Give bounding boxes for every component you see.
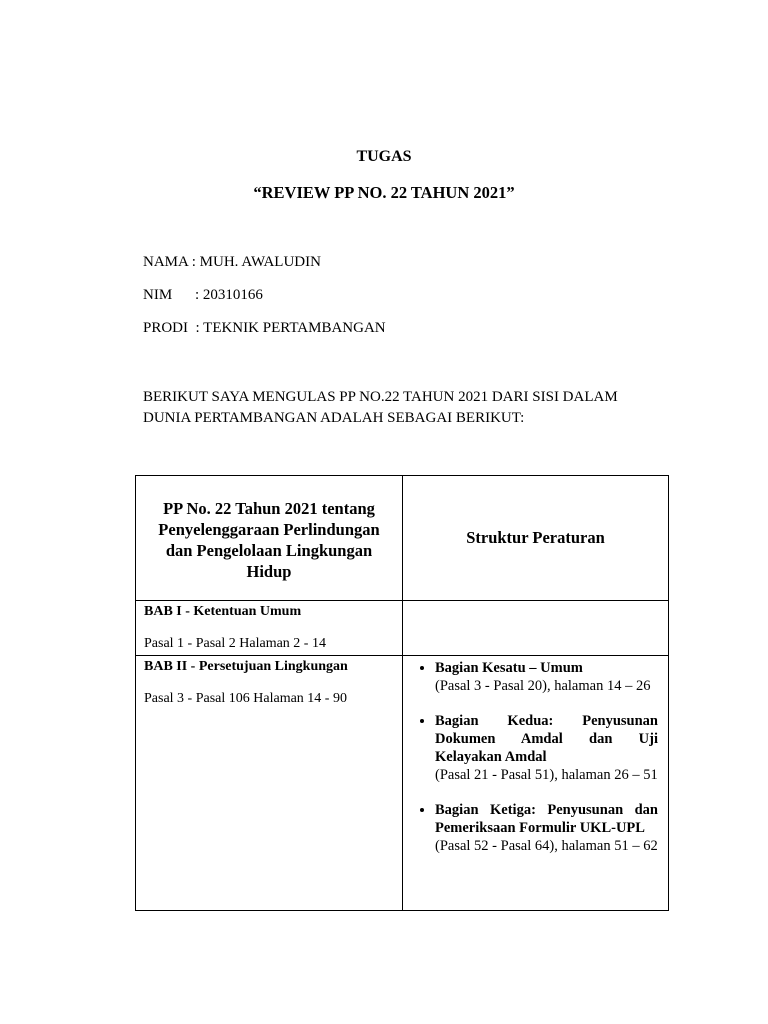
bagian-range: (Pasal 52 - Pasal 64), halaman 51 – 62: [435, 838, 658, 854]
bagian-title: Bagian Kedua: Penyusunan Dokumen Amdal dan Uji Kelayakan Amdal: [435, 713, 658, 765]
bab-cell: [136, 656, 403, 911]
review-table: [135, 475, 669, 911]
structure-cell: [403, 601, 669, 656]
student-prodi: PRODI : TEKNIK PERTAMBANGAN: [143, 320, 386, 336]
bab-range: Pasal 1 - Pasal 2 Halaman 2 - 14: [144, 636, 326, 651]
bagian-range: (Pasal 3 - Pasal 20), halaman 14 – 26: [435, 678, 651, 694]
document-title: TUGAS: [356, 148, 412, 165]
student-name: NAMA : MUH. AWALUDIN: [143, 254, 321, 270]
intro-line-2: DUNIA PERTAMBANGAN ADALAH SEBAGAI BERIKUT:: [143, 410, 525, 426]
bab-title: BAB II - Persetujuan Lingkungan: [144, 659, 348, 674]
bagian-title: Bagian Ketiga: Penyusunan dan Pemeriksaan Formulir UKL-UPL: [435, 802, 658, 836]
bagian-list: [403, 656, 668, 855]
header-left-cell: PP No. 22 Tahun 2021 tentang Penyelenggaraan Perlindungan dan Pengelolaan Lingkungan Hidup: [136, 476, 403, 601]
intro-line-1: BERIKUT SAYA MENGULAS PP NO.22 TAHUN 2021 DARI SISI DALAM: [143, 389, 618, 405]
bagian-title: Bagian Kesatu – Umum: [435, 660, 583, 676]
document-subtitle: “REVIEW PP NO. 22 TAHUN 2021”: [253, 183, 515, 202]
table-row: [136, 656, 669, 911]
bab-range: Pasal 3 - Pasal 106 Halaman 14 - 90: [144, 691, 347, 706]
bab-title: BAB I - Ketentuan Umum: [144, 604, 302, 619]
list-item: [435, 659, 658, 695]
table-header-row: [136, 476, 669, 601]
header-right-cell: Struktur Peraturan: [403, 476, 669, 601]
bab-cell: [136, 601, 403, 656]
bagian-range: (Pasal 21 - Pasal 51), halaman 26 – 51: [435, 767, 658, 783]
student-nim: [143, 287, 263, 304]
list-item: [435, 801, 658, 855]
intro-paragraph: [143, 387, 663, 429]
nim-value: : 20310166: [195, 287, 263, 303]
nim-label: NIM: [143, 287, 173, 303]
table-row: [136, 601, 669, 656]
structure-cell: [403, 656, 669, 911]
list-item: [435, 712, 658, 784]
